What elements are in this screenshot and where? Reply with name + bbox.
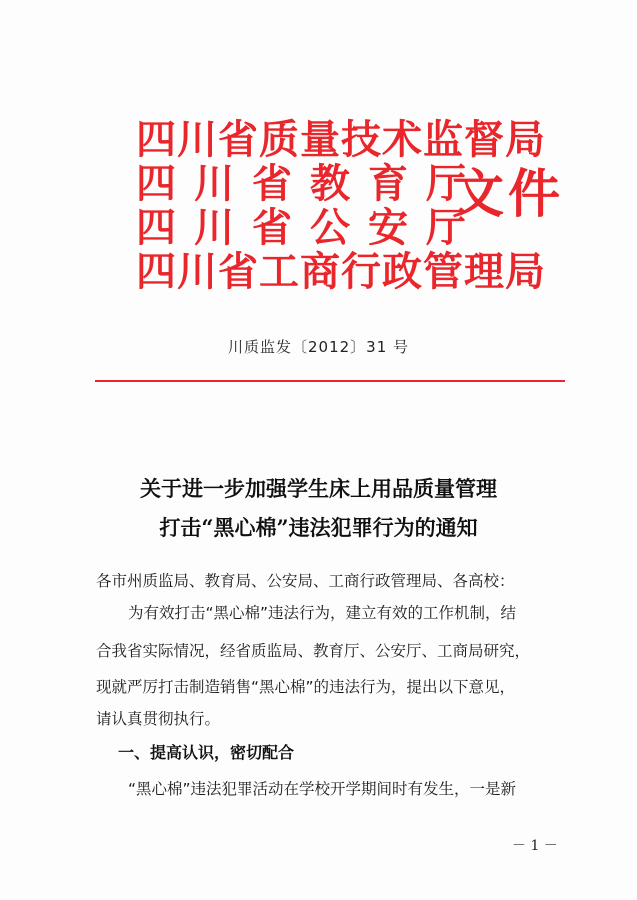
paragraph1-line1: 为有效打击“黑心棉”违法行为，建立有效的工作机制，结 <box>128 604 517 622</box>
document-title-line1: 关于进一步加强学生床上用品质量管理 <box>140 476 497 501</box>
page-number: － 1 － <box>512 838 558 854</box>
document-title-line2: 打击“黑心棉”违法犯罪行为的通知 <box>159 515 478 540</box>
issuer-education-dept: 四川省教育厅 <box>136 160 484 207</box>
issuer-commerce-bureau: 四川省工商行政管理局 <box>136 248 546 295</box>
paragraph1-line2: 合我省实际情况，经省质监局、教育厅、公安厅、工商局研究， <box>96 642 531 660</box>
red-divider-line <box>95 380 565 382</box>
section1-heading: 一、提高认识，密切配合 <box>118 743 295 762</box>
paragraph1-line3: 现就严厉打击制造销售“黑心棉”的违法行为，提出以下意见， <box>96 678 516 696</box>
paragraph1-line4: 请认真贯彻执行。 <box>96 710 221 728</box>
paragraph2-line1: “黑心棉”违法犯罪活动在学校开学期间时有发生，一是新 <box>128 780 517 798</box>
document-type-label: 文件 <box>452 164 565 225</box>
issuer-public-security-dept: 四川省公安厅 <box>136 204 484 251</box>
document-number: 川质监发〔2012〕31 号 <box>227 338 410 356</box>
salutation: 各市州质监局、教育局、公安局、工商行政管理局、各高校： <box>96 572 515 590</box>
issuer-quality-bureau: 四川省质量技术监督局 <box>136 116 546 163</box>
